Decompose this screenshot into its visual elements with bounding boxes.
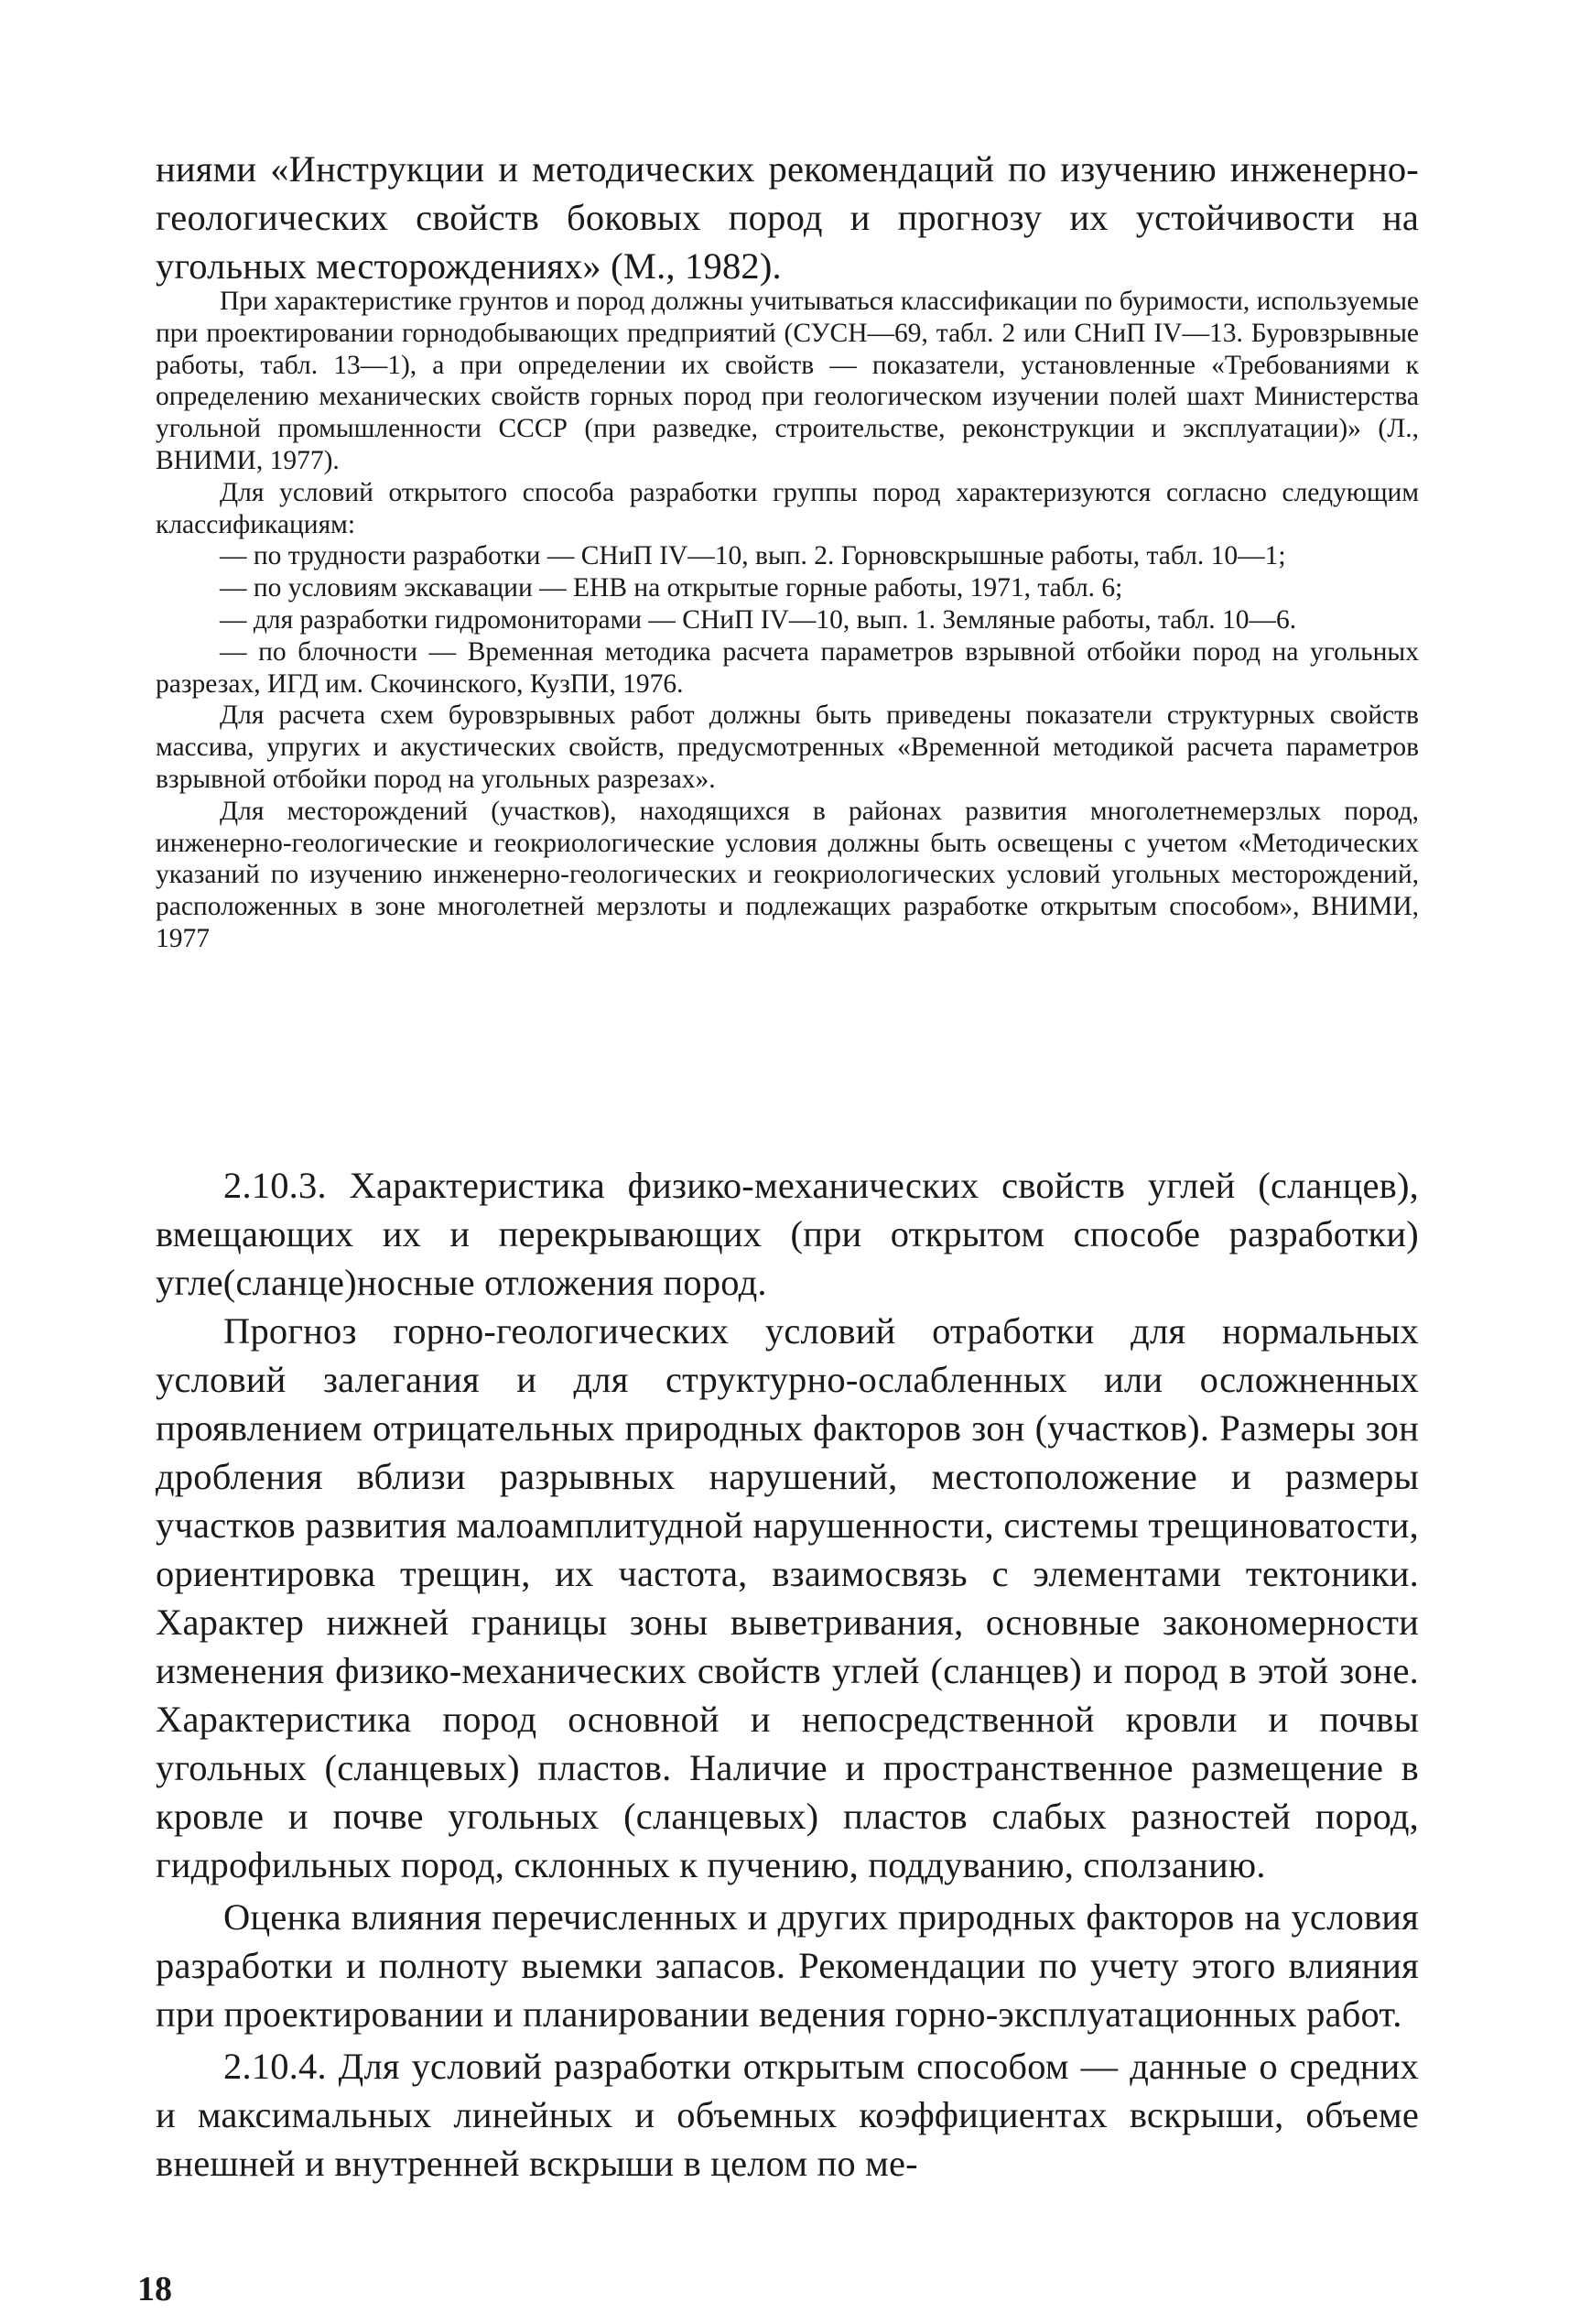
paragraph-continuation: ниями «Инструкции и методических рекомендаций по изучению инженерно-геологических свойств боковых пород и прогнозу их устойчивости на угольных месторождениях» (М., 1982).: [156, 148, 1419, 287]
paragraph-permafrost: Для месторождений (участков), находящихся в районах развития многолетнемерзлых пород, инженерно-геологические и геокриологические условия должны быть освещены с учетом «Методических указаний по изучению инженерно-геологических и геокриологических условий угольных месторождений, расположенных в зоне многолетней мерзлоты и подлежащих разработке открытым способом», ВНИМИ, 1977: [156, 796, 1419, 953]
paragraph-classification-note: При характеристике грунтов и пород должны учитываться классификации по буримости, используемые при проектировании горнодобывающих предприятий (СУСН—69, табл. 2 или СНиП IV—13. Буровзрывные работы, табл. 13—1), а при определении их свойств — показатели, установленные «Требованиями к определению механических свойств горных пород при геологическом изучении полей шахт Министерства угольной промышленности СССР (при разведке, строительстве, реконструкции и эксплуатации)» (Л., ВНИМИ, 1977).: [156, 287, 1419, 475]
text-column: [156, 145, 1419, 290]
main-text-block: [156, 1161, 1419, 2188]
section-heading-2-10-3: 2.10.3. Характеристика физико-механических свойств углей (сланцев), вмещающих их и перекрывающих (при открытом способе разработки) угле(сланце)носные отложения пород.: [156, 1165, 1419, 1303]
small-print-block: [156, 286, 1419, 955]
list-item-blockiness: — по блочности — Временная методика расчета параметров взрывной отбойки пород на угольных разрезах, ИГД им. Скочинского, КузПИ, 1976.: [156, 636, 1419, 699]
paragraph-forecast: Прогноз горно-геологических условий отработки для нормальных условий залегания и для структурно-ослабленных или осложненных проявлением отрицательных природных факторов зон (участков). Размеры зон дробления вблизи разрывных нарушений, местоположение и размеры участков развития малоамплитудной нарушенности, системы трещиноватости, ориентировка трещин, их частота, взаимосвязь с элементами тектоники. Характер нижней границы зоны выветривания, основные закономерности изменения физико-механических свойств углей (сланцев) и пород в этой зоне. Характеристика пород основной и непосредственной кровли и почвы угольных (сланцевых) пластов. Наличие и пространственное размещение в кровле и почве угольных (сланцевых) пластов слабых разностей пород, гидрофильных пород, склонных к пучению, поддуванию, сползанию.: [156, 1310, 1419, 1885]
list-item-difficulty: — по трудности разработки — СНиП IV—10, вып. 2. Горновскрышные работы, табл. 10—1;: [220, 541, 1286, 571]
list-item-hydromonitor: — для разработки гидромониторами — СНиП IV—10, вып. 1. Земляные работы, табл. 10—6.: [220, 604, 1297, 635]
section-heading-2-10-4: 2.10.4. Для условий разработки открытым способом — данные о средних и максимальных линейных и объемных коэффициентах вскрыши, объеме внешней и внутренней вскрыши в целом по ме-: [156, 2046, 1419, 2184]
paragraph-open-pit-groups: Для условий открытого способа разработки группы пород характеризуются согласно следующим классификациям:: [156, 477, 1419, 539]
paragraph-assessment: Оценка влияния перечисленных и других природных факторов на условия разработки и полноту выемки запасов. Рекомендации по учету этого влияния при проектировании и планировании ведения горно-эксплуатационных работ.: [156, 1896, 1419, 2035]
paragraph-blasting-schemes: Для расчета схем буровзрывных работ должны быть приведены показатели структурных свойств массива, упругих и акустических свойств, предусмотренных «Временной методикой расчета параметров взрывной отбойки пород на угольных разрезах».: [156, 700, 1419, 794]
page-number: 18: [137, 2270, 172, 2308]
list-item-excavation: — по условиям экскавации — ЕНВ на открытые горные работы, 1971, табл. 6;: [220, 573, 1123, 603]
